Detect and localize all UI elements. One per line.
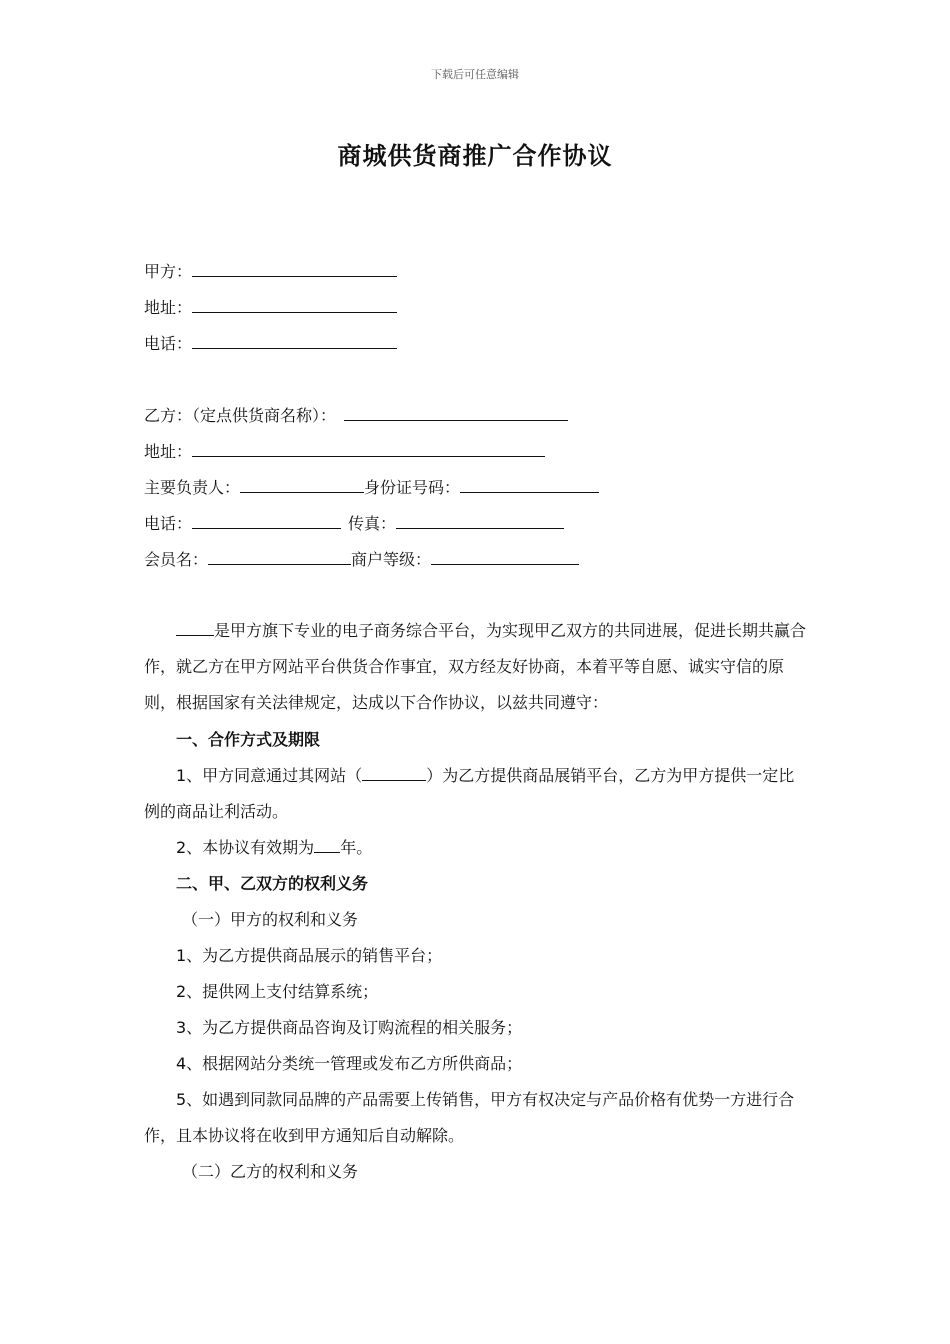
platform-name-blank bbox=[176, 618, 214, 636]
party-b-member-label: 会员名： bbox=[144, 550, 209, 569]
intro-paragraph bbox=[144, 613, 809, 721]
party-b-phone-line bbox=[144, 511, 564, 535]
section1-item1-b: ）为乙方提供商品展销平台，乙方为甲方提供一定比例的商品让利活动。 bbox=[144, 766, 795, 821]
party-b-address-blank bbox=[192, 439, 545, 457]
section1-item2-a: 2、本协议有效期为 bbox=[176, 838, 315, 857]
section2-item-2: 2、提供网上支付结算系统； bbox=[176, 982, 379, 1001]
party-b-name-line bbox=[144, 403, 568, 427]
section2-sub2: （二）乙方的权利和义务 bbox=[182, 1162, 359, 1181]
section2-item-4: 4、根据网站分类统一管理或发布乙方所供商品； bbox=[176, 1054, 523, 1073]
party-b-id-blank bbox=[460, 475, 599, 493]
intro-text: 是甲方旗下专业的电子商务综合平台，为实现甲乙双方的共同进展，促进长期共赢合作，就乙方在甲方网站平台供货合作事宜，双方经友好协商，本着平等自愿、诚实守信的原则，根据国家有关法律规定，达成以下合作协议，以兹共同遵守： bbox=[144, 621, 807, 712]
party-b-fax-label: 传真： bbox=[348, 514, 397, 533]
party-b-name-blank bbox=[344, 403, 568, 421]
party-b-phone-blank bbox=[192, 511, 341, 529]
party-b-manager-label: 主要负责人： bbox=[144, 478, 241, 497]
party-b-name-label: 乙方：（定点供货商名称）： bbox=[144, 406, 337, 425]
section2-heading: 二、甲、乙双方的权利义务 bbox=[176, 874, 369, 893]
section1-item2-b: 年。 bbox=[340, 838, 373, 857]
section1-item1 bbox=[144, 758, 809, 830]
website-blank bbox=[362, 763, 426, 781]
party-b-fax-blank bbox=[396, 511, 564, 529]
party-b-level-blank bbox=[431, 547, 579, 565]
party-b-phone-label: 电话： bbox=[144, 514, 193, 533]
section1-item1-a: 1、甲方同意通过其网站（ bbox=[176, 766, 363, 785]
party-a-phone-blank bbox=[192, 331, 397, 349]
party-b-address-label: 地址： bbox=[144, 442, 193, 461]
party-b-level-label: 商户等级： bbox=[351, 550, 432, 569]
party-a-name-line bbox=[144, 259, 397, 283]
party-b-member-blank bbox=[208, 547, 351, 565]
party-a-address-label: 地址： bbox=[144, 298, 193, 317]
document-title: 商城供货商推广合作协议 bbox=[337, 142, 613, 170]
party-a-phone-line bbox=[144, 331, 397, 355]
party-a-phone-label: 电话： bbox=[144, 334, 193, 353]
party-a-address-blank bbox=[192, 295, 397, 313]
party-b-manager-blank bbox=[240, 475, 364, 493]
party-b-id-label: 身份证号码： bbox=[364, 478, 461, 497]
term-years-blank bbox=[314, 835, 340, 853]
section1-heading: 一、合作方式及期限 bbox=[176, 730, 321, 749]
party-a-name-label: 甲方： bbox=[144, 262, 193, 281]
section1-item2 bbox=[144, 830, 809, 866]
party-b-member-line bbox=[144, 547, 579, 571]
party-a-address-line bbox=[144, 295, 397, 319]
party-a-name-blank bbox=[192, 259, 397, 277]
section2-item-5: 5、如遇到同款同品牌的产品需要上传销售，甲方有权决定与产品价格有优势一方进行合作，且本协议将在收到甲方通知后自动解除。 bbox=[144, 1090, 795, 1145]
section2-item-1: 1、为乙方提供商品展示的销售平台； bbox=[176, 946, 443, 965]
party-b-manager-line bbox=[144, 475, 599, 499]
section2-item-3: 3、为乙方提供商品咨询及订购流程的相关服务； bbox=[176, 1018, 523, 1037]
section2-sub1: （一）甲方的权利和义务 bbox=[182, 910, 359, 929]
party-b-address-line bbox=[144, 439, 545, 463]
header-note: 下载后可任意编辑 bbox=[431, 68, 519, 81]
